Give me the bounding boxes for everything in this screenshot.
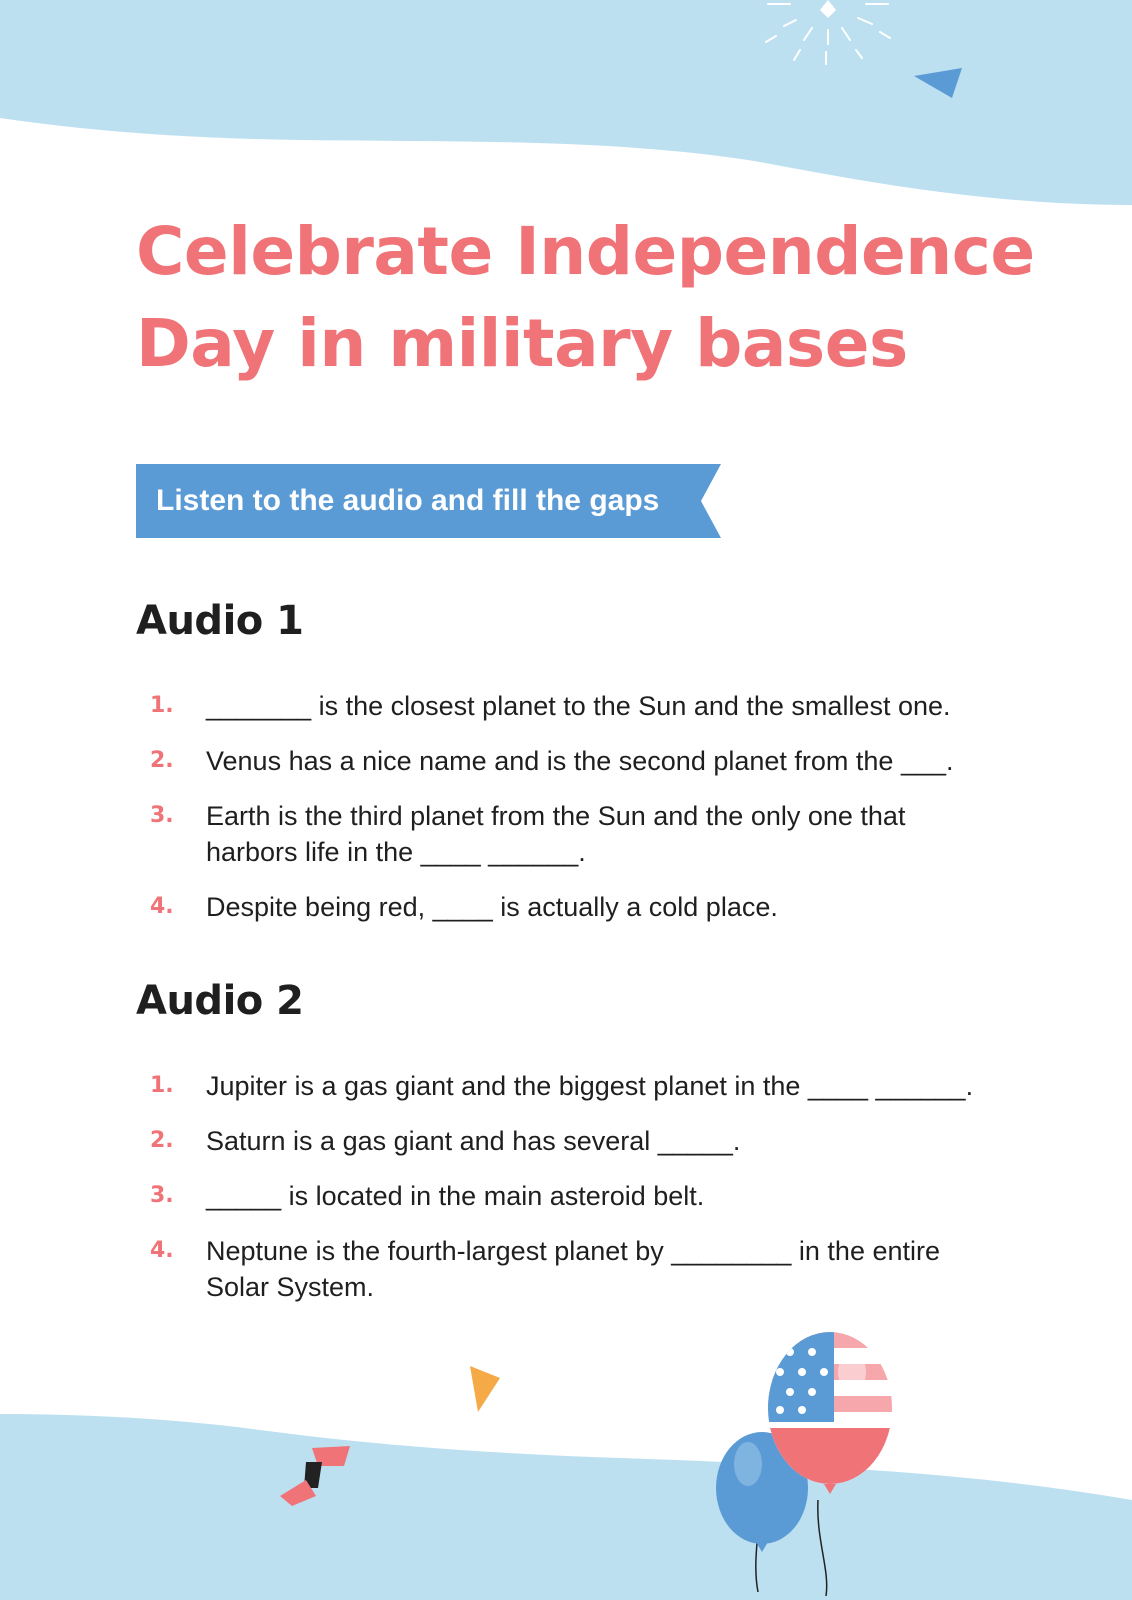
item-text: Jupiter is a gas giant and the biggest planet in the ____ ______. [206,1071,974,1101]
confetti-icon [470,1366,500,1412]
question-list-audio-1 [136,688,996,925]
top-wave [0,0,1132,205]
item-number: 1. [150,1073,174,1098]
item-number: 3. [150,803,174,828]
section-heading-audio-1: Audio 1 [136,598,304,644]
item-number: 1. [150,693,174,718]
list-item [136,889,996,925]
list-item [136,1123,996,1159]
item-number: 3. [150,1183,174,1208]
list-item [136,743,996,779]
question-list-audio-2 [136,1068,996,1305]
bottom-wave [0,1414,1132,1600]
list-item [136,688,996,724]
item-number: 4. [150,1238,174,1263]
item-text: Saturn is a gas giant and has several _____. [206,1126,741,1156]
item-text: Neptune is the fourth-largest planet by ________ in the entire Solar System. [206,1236,940,1302]
list-item [136,1178,996,1214]
item-text: _____ is located in the main asteroid belt. [206,1181,705,1211]
banner-text: Listen to the audio and fill the gaps [156,484,660,517]
list-item [136,798,996,870]
item-number: 2. [150,1128,174,1153]
section-heading-audio-2: Audio 2 [136,978,304,1024]
item-text: Despite being red, ____ is actually a cold place. [206,892,778,922]
item-text: Venus has a nice name and is the second planet from the ___. [206,746,954,776]
item-text: _______ is the closest planet to the Sun and the smallest one. [206,691,951,721]
item-text: Earth is the third planet from the Sun and the only one that harbors life in the ____ ______. [206,801,906,867]
item-number: 4. [150,894,174,919]
instruction-banner [136,464,721,538]
list-item [136,1233,996,1305]
page-title: Celebrate Independence Day in military bases [136,213,1035,382]
list-item [136,1068,996,1104]
item-number: 2. [150,748,174,773]
